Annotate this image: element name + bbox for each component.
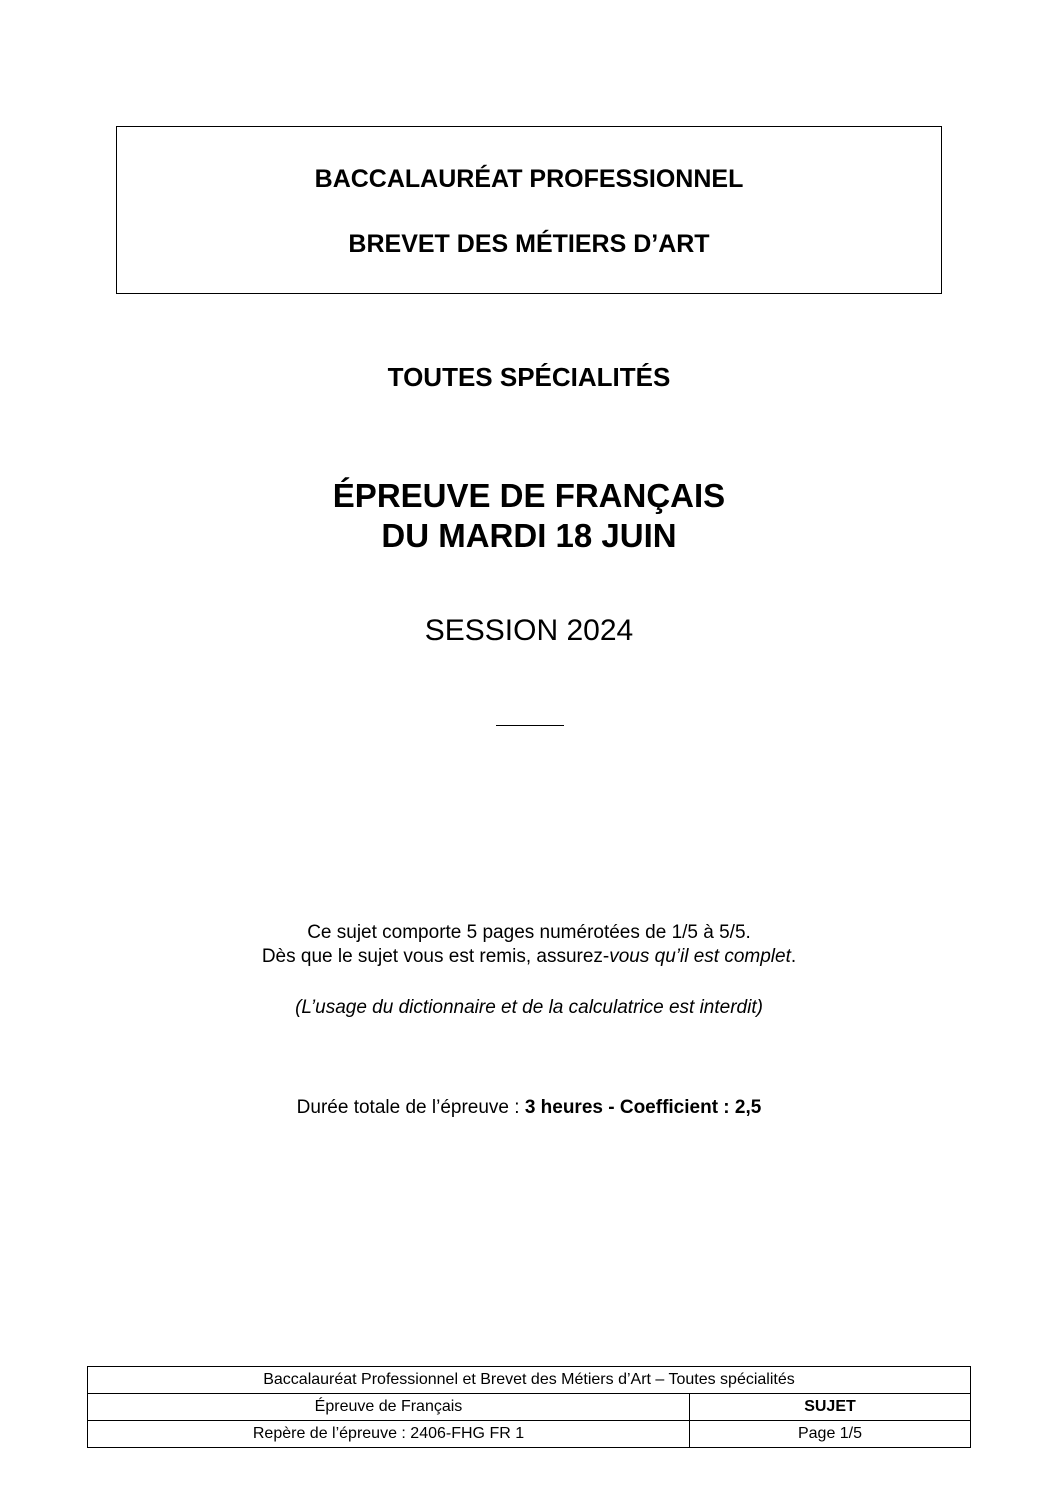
footer-row-1 — [88, 1367, 971, 1394]
footer-epreuve: Épreuve de Français — [88, 1394, 690, 1421]
duration-value: 3 heures - Coefficient : 2,5 — [524, 1097, 762, 1118]
footer-page-number: Page 1/5 — [690, 1421, 971, 1448]
notice-line-2-end: . — [790, 946, 797, 967]
footer-table — [87, 1366, 971, 1448]
session-label: SESSION 2024 — [424, 614, 634, 647]
title-line-1: ÉPREUVE DE FRANÇAIS — [332, 477, 726, 514]
footer-cell-exam — [88, 1367, 971, 1394]
footer-row-3 — [88, 1421, 971, 1448]
duration-label: Durée totale de l’épreuve : — [296, 1097, 525, 1118]
page-title — [0, 476, 1058, 556]
header-box — [116, 126, 942, 294]
notice-paragraph — [0, 921, 1058, 969]
title-line-2: DU MARDI 18 JUIN — [381, 517, 677, 554]
footer-specialites: Toutes spécialités — [668, 1371, 795, 1388]
notice-line-2-italic: vous qu’il est complet — [609, 946, 791, 967]
specialites-heading: TOUTES SPÉCIALITÉS — [387, 362, 671, 392]
notice-line-2 — [0, 945, 1058, 969]
footer-sujet: SUJET — [690, 1394, 971, 1421]
exam-type-title: BACCALAURÉAT PROFESSIONNEL — [314, 165, 744, 193]
exam-subtype-title: BREVET DES MÉTIERS D’ART — [348, 230, 710, 258]
separator-rule — [496, 725, 564, 726]
footer-exam-name: Baccalauréat Professionnel et Brevet des Métiers d’Art – — [263, 1371, 669, 1388]
notice-line-2-plain: Dès que le sujet vous est remis, assurez- — [261, 946, 610, 967]
footer-repere: Repère de l’épreuve : 2406-FHG FR 1 — [88, 1421, 690, 1448]
duration-line — [0, 1097, 1058, 1119]
usage-notice: (L’usage du dictionnaire et de la calculatrice est interdit) — [295, 997, 763, 1018]
footer-row-2 — [88, 1394, 971, 1421]
notice-line-1: Ce sujet comporte 5 pages numérotées de 1/5 à 5/5. — [307, 922, 751, 943]
